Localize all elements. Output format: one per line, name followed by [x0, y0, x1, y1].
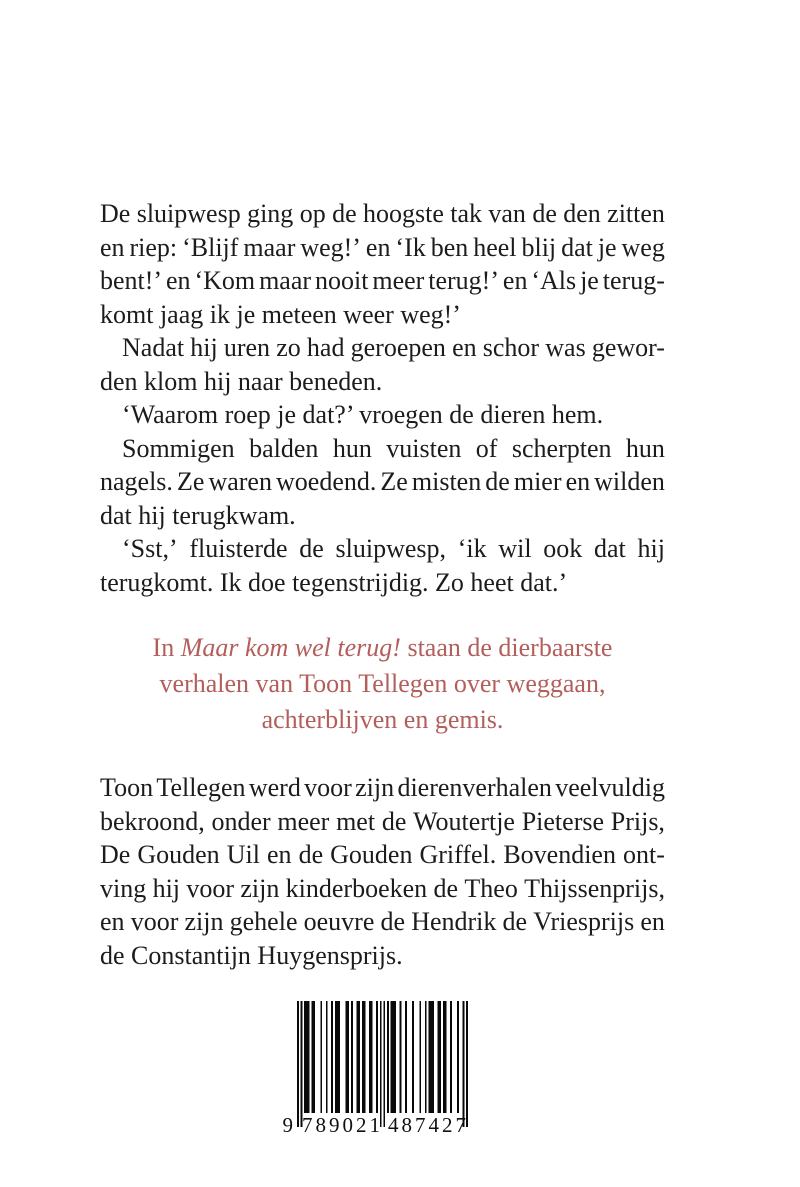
word: ‘Kom — [194, 266, 256, 295]
word: waren — [208, 467, 272, 496]
word: de — [381, 806, 407, 836]
word: was — [545, 333, 586, 362]
word: kinderboeken — [285, 873, 428, 903]
text-line: de Constantijn Huygensprijs. — [100, 940, 403, 970]
word: terug- — [602, 266, 665, 295]
word: dat — [594, 534, 626, 563]
word: Theo — [464, 873, 518, 903]
word: en — [100, 232, 125, 262]
word: voor — [304, 773, 352, 802]
word: heel — [473, 232, 517, 262]
blurb-line — [100, 702, 665, 738]
word: de — [502, 907, 528, 936]
word: blij — [521, 232, 557, 262]
word: terug!’ — [428, 266, 499, 295]
word: hun — [625, 433, 665, 463]
word: de — [332, 199, 357, 228]
word: mier — [513, 467, 562, 496]
word: Vriesprijs — [533, 907, 635, 936]
word: misten — [411, 467, 482, 496]
word: en — [565, 467, 591, 496]
barcode — [282, 1001, 469, 1141]
word: vuisten — [386, 433, 462, 463]
word: weg — [621, 232, 665, 262]
word: of — [475, 433, 498, 463]
word: en — [640, 907, 665, 936]
word: Uil — [226, 840, 260, 869]
barcode-digits — [282, 1113, 469, 1139]
word: werd — [248, 773, 301, 802]
word: bent!’ — [100, 266, 163, 295]
word: Pieterse — [521, 806, 605, 836]
word: de — [433, 873, 459, 903]
word: Bovendien — [503, 840, 616, 869]
word: hoogste — [362, 199, 444, 228]
word: balden — [249, 433, 319, 463]
word: de — [298, 840, 324, 869]
word: zijn — [355, 773, 395, 802]
word: de — [485, 467, 510, 496]
word: de — [532, 199, 557, 228]
word: oeuvre — [303, 907, 375, 936]
word: op — [299, 199, 326, 228]
text-line — [100, 432, 665, 466]
word: riep: — [129, 232, 178, 262]
word: gehele — [229, 907, 298, 936]
word: ook — [543, 534, 583, 563]
word: veelvuldig — [555, 773, 665, 802]
word: Ze — [176, 467, 205, 496]
word: woedend. — [276, 467, 377, 496]
word: en — [502, 266, 528, 295]
word: Hendrik — [411, 907, 497, 936]
word: meer — [372, 266, 425, 295]
barcode-left-group: 789021 — [302, 1113, 383, 1137]
text-line — [100, 805, 665, 839]
word: Nadat — [122, 333, 185, 362]
text-line: den klom hij naar beneden. — [100, 366, 383, 396]
word: nooit — [314, 266, 369, 295]
word: voor — [130, 907, 179, 936]
text-line: komt jaag ik je meteen weer weg!’ — [100, 299, 461, 329]
word: Toon — [100, 773, 154, 802]
word: den — [563, 199, 601, 228]
word: je — [597, 232, 617, 262]
text-line — [100, 197, 665, 231]
word: fluisterde — [189, 534, 288, 563]
word: bekroond, — [100, 806, 205, 836]
word: en — [266, 840, 292, 869]
word: Ze — [380, 467, 408, 496]
word: zitten — [607, 199, 665, 228]
word: hij — [190, 333, 218, 362]
word: ‘Blijf — [182, 232, 239, 262]
word: dat — [561, 232, 593, 262]
word: en — [100, 907, 125, 936]
blurb-line — [100, 666, 665, 702]
text-line — [100, 771, 665, 805]
word: hij — [637, 534, 665, 563]
barcode-first-digit: 9 — [282, 1113, 293, 1137]
blurb-segment: verhalen van Toon Tellegen over weggaan, — [159, 669, 606, 698]
word: gewor- — [591, 333, 665, 362]
text-line — [100, 532, 665, 566]
word: en — [365, 232, 391, 262]
book-title-italic: Maar kom wel terug! — [180, 633, 401, 662]
barcode-bars — [297, 1001, 468, 1127]
word: ont- — [623, 840, 665, 869]
word: zijn — [184, 907, 224, 936]
word: van — [488, 199, 526, 228]
word: wilden — [594, 467, 665, 496]
word: met — [336, 806, 376, 836]
word: tak — [450, 199, 483, 228]
barcode-right-group: 487427 — [388, 1113, 469, 1137]
blurb-segment: staan de dierbaarste — [400, 633, 613, 662]
text-line — [100, 331, 665, 365]
word: Woutertje — [413, 806, 515, 836]
word: voor — [186, 873, 235, 903]
word: uren — [223, 333, 271, 362]
word: onder — [211, 806, 271, 836]
word: had — [306, 333, 345, 362]
bio-text — [100, 771, 665, 972]
word: en — [166, 266, 191, 295]
word: weg!’ — [300, 232, 361, 262]
word: ging — [247, 199, 294, 228]
word: zijn — [240, 873, 280, 903]
word: ben — [430, 232, 469, 262]
blurb-segment: In — [152, 633, 181, 662]
word: hun — [332, 433, 372, 463]
text-line — [100, 465, 665, 499]
word: sluipwesp — [136, 199, 241, 228]
word: De — [100, 840, 131, 869]
word: zo — [276, 333, 301, 362]
word: ‘Als — [531, 266, 577, 295]
text-line — [100, 905, 665, 939]
word: hij — [152, 873, 181, 903]
word: je — [580, 266, 599, 295]
text-line: ‘Waarom roep je dat?’ vroegen de dieren hem. — [122, 400, 604, 429]
text-line — [100, 872, 665, 906]
story-text — [100, 197, 665, 599]
word: nagels. — [100, 467, 173, 496]
word: scherpten — [511, 433, 612, 463]
word: schor — [482, 333, 540, 362]
blurb-text — [100, 630, 665, 738]
word: meer — [277, 806, 330, 836]
text-line — [100, 231, 665, 265]
word: maar — [243, 232, 296, 262]
word: ‘ik — [457, 534, 487, 563]
word: dierenverhalen — [397, 773, 552, 802]
word: ‘Ik — [395, 232, 426, 262]
word: Gouden — [137, 840, 220, 869]
word: de — [380, 907, 406, 936]
word: en — [452, 333, 477, 362]
blurb-line — [100, 630, 665, 666]
blurb-segment: achterblijven en gemis. — [261, 705, 504, 734]
text-line: terugkomt. Ik doe tegenstrijdig. Zo heet dat.’ — [100, 567, 568, 597]
word: Thijssenprijs, — [524, 873, 665, 903]
word: Griffel. — [419, 840, 497, 869]
word: De — [100, 199, 131, 228]
word: ving — [100, 873, 147, 903]
word: Prijs, — [610, 806, 665, 836]
word: geroepen — [350, 333, 446, 362]
word: maar — [259, 266, 312, 295]
text-line — [100, 838, 665, 872]
word: wil — [498, 534, 532, 563]
word: ‘Sst,’ — [122, 534, 178, 563]
word: Sommigen — [122, 433, 235, 463]
word: Gouden — [330, 840, 413, 869]
word: sluipwesp, — [335, 534, 447, 563]
text-line: dat hij terugkwam. — [100, 500, 296, 530]
text-line — [100, 264, 665, 298]
word: de — [299, 534, 324, 563]
word: Tellegen — [156, 773, 246, 802]
